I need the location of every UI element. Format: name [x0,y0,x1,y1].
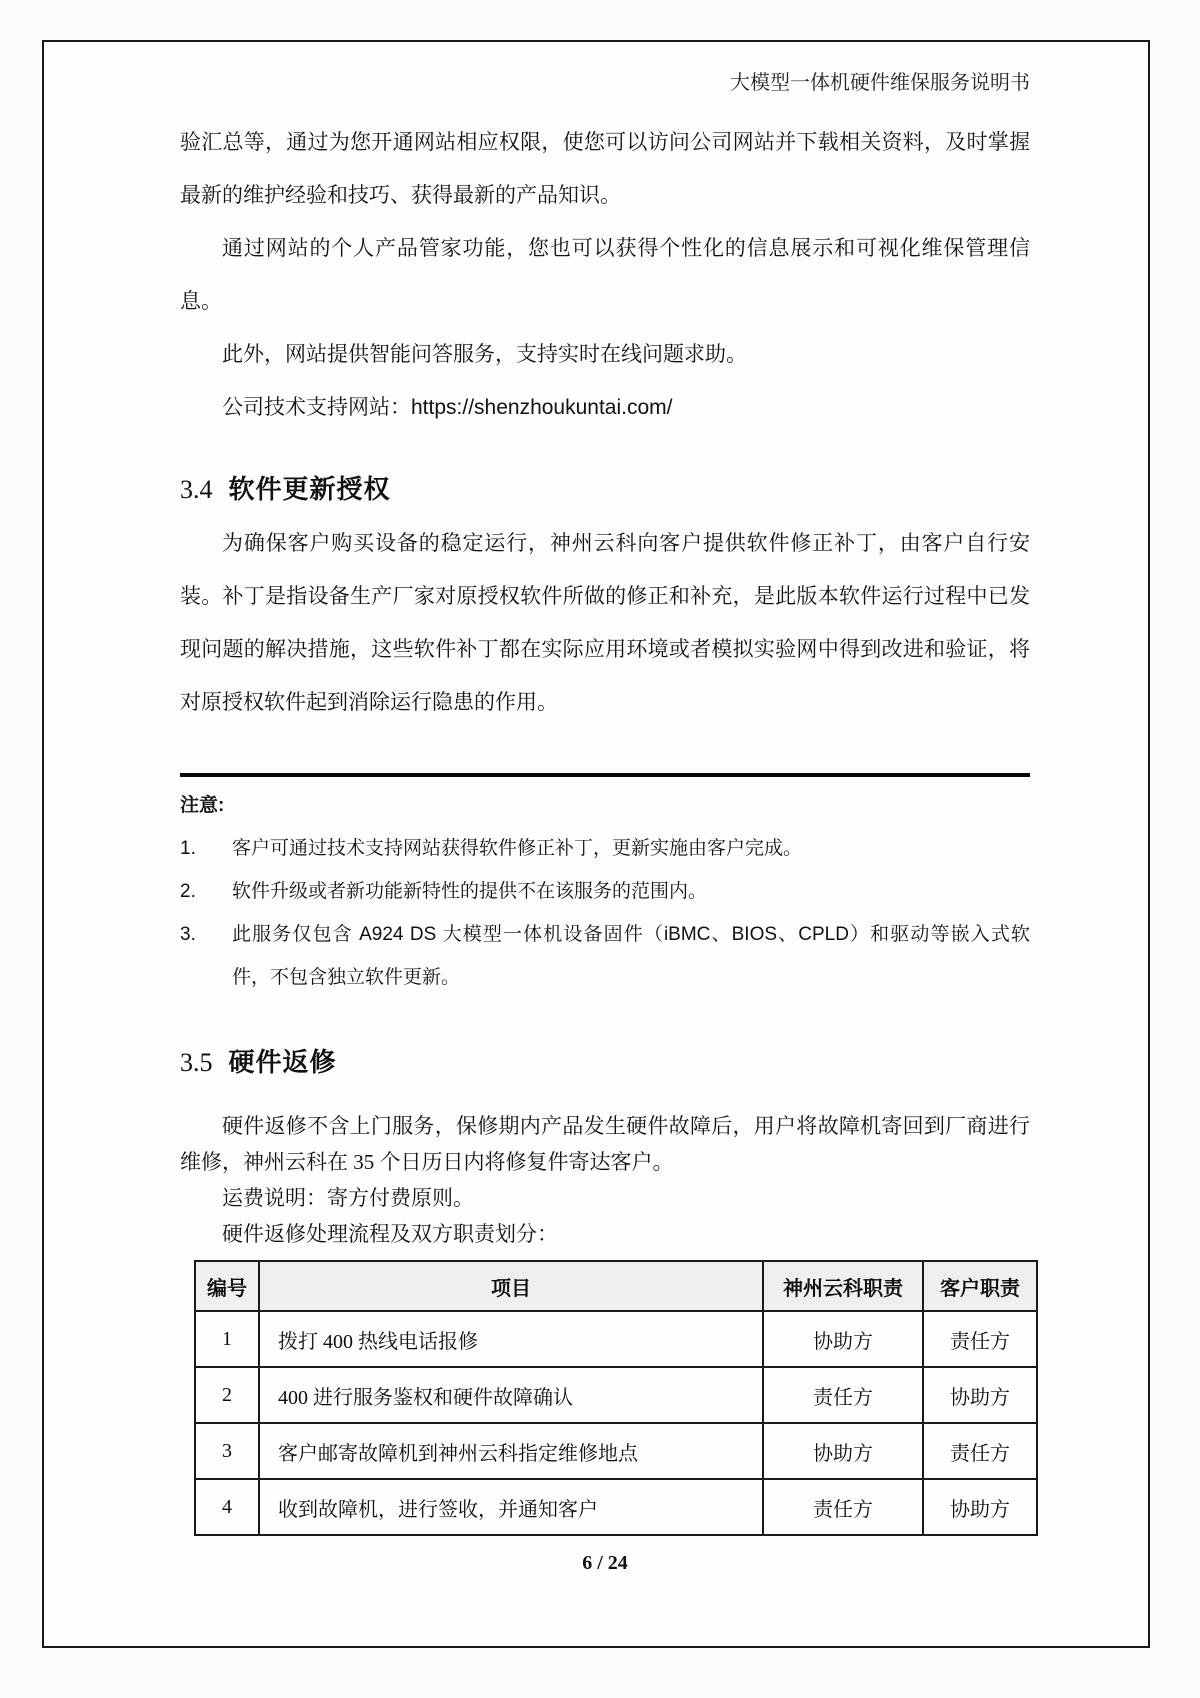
paragraph: 硬件返修处理流程及双方职责划分： [222,1222,558,1246]
table-row [195,1423,1037,1479]
cell-customer: 责任方 [923,1423,1037,1479]
hardware-return-section [180,1108,1030,1252]
cell-number: 2 [195,1367,259,1423]
paragraph: 通过网站的个人产品管家功能，您也可以获得个性化的信息展示和可视化维保管理信息。 [180,237,1030,313]
cell-vendor: 协助方 [763,1423,923,1479]
cell-item: 拨打 400 热线电话报修 [259,1311,763,1367]
cell-customer: 协助方 [923,1367,1037,1423]
table-row [195,1479,1037,1535]
cell-item: 客户邮寄故障机到神州云科指定维修地点 [259,1423,763,1479]
cell-customer: 责任方 [923,1311,1037,1367]
paragraph: 验汇总等，通过为您开通网站相应权限，使您可以访问公司网站并下载相关资料，及时掌握最新的维护经验和技巧、获得最新的产品知识。 [180,131,1030,207]
notice-item-number: 3. [180,924,196,945]
page-number: 6 / 24 [582,1552,628,1574]
section-title: 软件更新授权 [228,474,391,504]
section-number: 3.4 [180,475,213,504]
table-header-row [195,1261,1037,1311]
cell-vendor: 协助方 [763,1311,923,1367]
paragraph: 硬件返修不含上门服务，保修期内产品发生硬件故障后，用户将故障机寄回到厂商进行维修，神州云科在 35 个日历日内将修复件寄达客户。 [180,1114,1030,1174]
section-title: 硬件返修 [228,1047,337,1077]
table-row [195,1311,1037,1367]
responsibility-table [194,1260,1038,1536]
notice-item-number: 2. [180,881,196,902]
notice-divider-rule [180,773,1030,777]
cell-vendor: 责任方 [763,1479,923,1535]
paragraph: 此外，网站提供智能问答服务，支持实时在线问题求助。 [222,343,747,366]
table-row [195,1367,1037,1423]
document-page [42,40,1150,1648]
page-header-title: 大模型一体机硬件维保服务说明书 [730,72,1030,94]
notice-item [180,913,1030,999]
cell-vendor: 责任方 [763,1367,923,1423]
section-heading-3-5 [180,1043,1030,1082]
notice-label: 注意: [180,795,225,816]
header-cell-customer: 客户职责 [923,1261,1037,1311]
cell-item: 收到故障机，进行签收，并通知客户 [259,1479,763,1535]
notice-item [180,827,1030,870]
cell-item: 400 进行服务鉴权和硬件故障确认 [259,1367,763,1423]
support-website-line: 公司技术支持网站：https://shenzhoukuntai.com/ [222,396,673,419]
header-cell-number: 编号 [195,1261,259,1311]
paragraph: 为确保客户购买设备的稳定运行，神州云科向客户提供软件修正补丁，由客户自行安装。补丁是指设备生产厂家对原授权软件所做的修正和补充，是此版本软件运行过程中已发现问题的解决措施，这些软件补丁都在实际应用环境或者模拟实验网中得到改进和验证，将对原授权软件起到消除运行隐患的作用。 [180,532,1030,714]
section-number: 3.5 [180,1048,213,1077]
cell-customer: 协助方 [923,1479,1037,1535]
notice-item-text: 此服务仅包含 A924 DS 大模型一体机设备固件（iBMC、BIOS、CPLD）和驱动等嵌入式软件，不包含独立软件更新。 [232,924,1030,988]
cell-number: 1 [195,1311,259,1367]
website-service-section [180,116,1030,434]
header-cell-vendor: 神州云科职责 [763,1261,923,1311]
notice-item [180,870,1030,913]
cell-number: 4 [195,1479,259,1535]
cell-number: 3 [195,1423,259,1479]
software-update-section [180,517,1030,729]
notice-item-number: 1. [180,838,196,859]
notice-list [180,827,1030,999]
header-cell-item: 项目 [259,1261,763,1311]
section-heading-3-4 [180,470,1030,509]
paragraph: 运费说明：寄方付费原则。 [222,1186,474,1210]
notice-item-text: 软件升级或者新功能新特性的提供不在该服务的范围内。 [232,881,708,902]
notice-item-text: 客户可通过技术支持网站获得软件修正补丁，更新实施由客户完成。 [232,838,803,859]
